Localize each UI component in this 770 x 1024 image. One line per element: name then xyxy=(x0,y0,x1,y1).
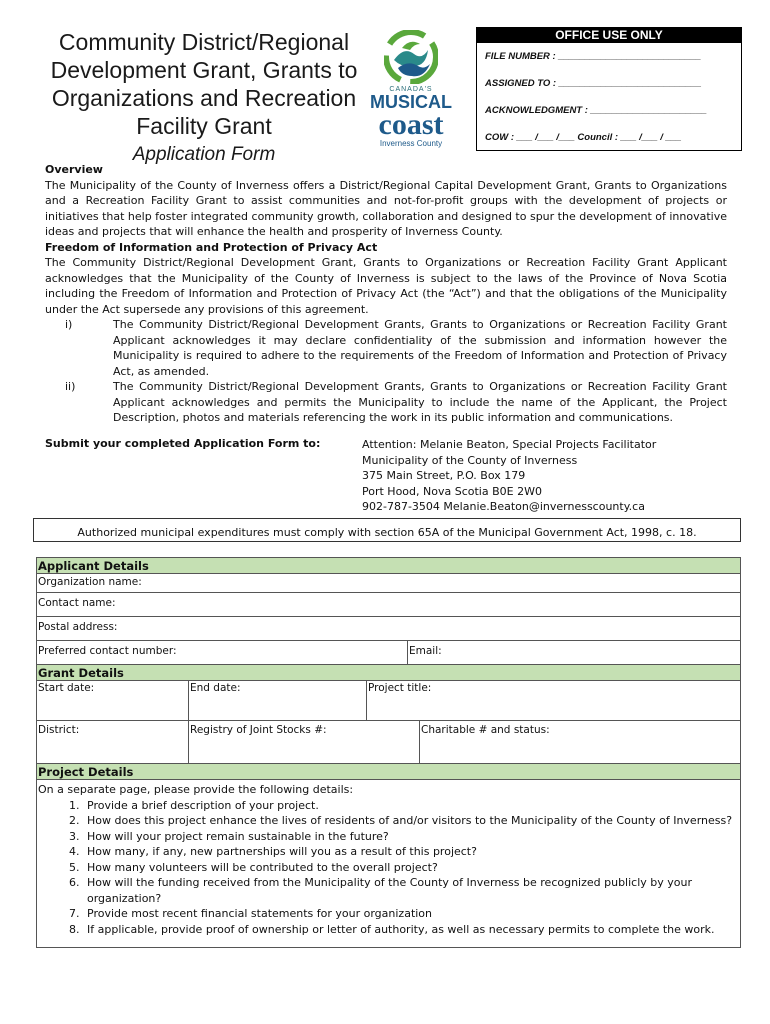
list-item: 2. How does this project enhance the lives of residents of and/or visitors to the Municipality of the County of Inverness? xyxy=(83,813,738,829)
page-subtitle: Application Form xyxy=(132,144,276,165)
preferred-number-label: Preferred contact number: xyxy=(38,645,177,657)
page-title-line-1: Community District/Regional xyxy=(58,29,350,55)
project-details-list xyxy=(38,798,738,938)
address-line: 375 Main Street, P.O. Box 179 xyxy=(362,469,526,482)
start-date-field[interactable] xyxy=(37,681,188,720)
foip-text: The Community District/Regional Development Grant, Grants to Organizations or Recreation Facility Grant Applicant acknowledges that the Municipality of the County of Inverness is subject to the laws of the Province of Nova Scotia including the Freedom of Information and Protection of Privacy Act (the “Act”) and that the obligations of the Municipality under the Act supersede any provisions of this agreement. xyxy=(45,256,727,316)
registry-label: Registry of Joint Stocks #: xyxy=(190,724,327,736)
list-item: 3. How will your project remain sustainable in the future? xyxy=(83,829,738,845)
address-line-contact[interactable]: 902-787-3504 Melanie.Beaton@invernesscounty.ca xyxy=(362,500,645,513)
postal-address-field[interactable] xyxy=(37,617,740,641)
address-line: Municipality of the County of Inverness xyxy=(362,453,578,467)
overview-text: The Municipality of the County of Inverness offers a District/Regional Capital Development Grant, Grants to Organizations and a Recreation Facility Grant to assist communities and not-for-profit groups with the development of projects or initiatives that help foster integrated community growth, collaboration and designed to spur the development of innovative ideas and projects that will enhance the health and prosperity of Inverness County. xyxy=(45,178,727,238)
postal-address-label: Postal address: xyxy=(38,621,118,633)
office-use-heading: OFFICE USE ONLY xyxy=(477,28,741,43)
logo-top-text: CANADA'S xyxy=(389,86,433,93)
list-item: 6. How will the funding received from the Municipality of the County of Inverness be recognized publicly by your organization? xyxy=(83,875,738,906)
address-line: Port Hood, Nova Scotia B0E 2W0 xyxy=(362,484,542,498)
grant-row-2 xyxy=(37,721,740,764)
title-block xyxy=(44,28,364,166)
organization-name-field[interactable] xyxy=(37,574,740,593)
end-date-field[interactable] xyxy=(188,681,366,720)
foip-item-1-number: i) xyxy=(65,318,73,331)
charitable-label: Charitable # and status: xyxy=(421,724,550,736)
foip-item-2-number: ii) xyxy=(65,380,76,393)
overview-section xyxy=(45,162,727,317)
district-field[interactable] xyxy=(37,721,188,763)
foip-item-2-text: The Community District/Regional Development Grants, Grants to Organizations or Recreation Facility Grant Applicant acknowledges and permits the Municipality to include the name of the Applicant, the Project Description, photos and materials referencing the work in its public information and communications. xyxy=(113,380,727,424)
submit-label: Submit your completed Application Form to: xyxy=(45,437,321,450)
submit-address xyxy=(362,437,656,515)
start-date-label: Start date: xyxy=(38,682,95,694)
foip-heading: Freedom of Information and Protection of Privacy Act xyxy=(45,240,378,254)
charitable-field[interactable] xyxy=(419,721,740,763)
logo-coast-text: coast xyxy=(378,108,444,141)
compliance-notice: Authorized municipal expenditures must comply with section 65A of the Municipal Government Act, 1998, c. 18. xyxy=(33,518,741,542)
file-number-field: FILE NUMBER : ___________________________ xyxy=(485,51,702,62)
list-item: 5. How many volunteers will be contributed to the overall project? xyxy=(83,860,738,876)
district-label: District: xyxy=(38,724,80,736)
cow-council-field: COW : ___ /___ /___ Council : ___ /___ / ___ xyxy=(485,132,682,143)
logo-county-text: Inverness County xyxy=(379,139,443,148)
grant-details-heading: Grant Details xyxy=(37,665,740,681)
musical-coast-logo xyxy=(366,30,456,160)
project-details-intro: On a separate page, please provide the following details: xyxy=(38,783,354,796)
preferred-number-field[interactable] xyxy=(37,641,407,664)
assigned-to-field: ASSIGNED TO : ___________________________ xyxy=(485,78,702,89)
contact-name-field[interactable] xyxy=(37,593,740,617)
email-label: Email: xyxy=(409,645,442,657)
list-item: 7. Provide most recent financial statements for your organization xyxy=(83,906,738,922)
overview-heading: Overview xyxy=(45,163,103,176)
wave-emblem-icon xyxy=(384,30,438,84)
list-item: 1. Provide a brief description of your project. xyxy=(83,798,738,814)
list-item: 8. If applicable, provide proof of ownership or letter of authority, as well as necessary permits to complete the work. xyxy=(83,922,738,938)
foip-item-1-text: The Community District/Regional Development Grants, Grants to Organizations or Recreation Facility Grant Applicant acknowledges it may declare confidentiality of the submission and information however the Municipality is required to adhere to the requirements of the Freedom of Information and Protection of Privacy Act, as amended. xyxy=(113,318,727,378)
page-title-line-2: Development Grant, Grants to xyxy=(50,57,358,83)
list-item: 4. How many, if any, new partnerships will you as a result of this project? xyxy=(83,844,738,860)
office-use-box xyxy=(476,27,742,151)
applicant-details-heading: Applicant Details xyxy=(37,558,740,574)
page-title-line-4: Facility Grant xyxy=(136,113,272,139)
contact-name-label: Contact name: xyxy=(38,597,116,609)
project-details-heading: Project Details xyxy=(37,764,740,780)
address-line: Attention: Melanie Beaton, Special Projects Facilitator xyxy=(362,438,657,451)
project-title-label: Project title: xyxy=(368,682,432,694)
project-title-field[interactable] xyxy=(366,681,740,720)
acknowledgment-field: ACKNOWLEDGMENT : ______________________ xyxy=(485,105,707,116)
logo-musical-text: MUSICAL xyxy=(370,92,452,112)
end-date-label: End date: xyxy=(190,682,241,694)
contact-row xyxy=(37,641,740,665)
application-form xyxy=(36,557,741,948)
registry-field[interactable] xyxy=(188,721,419,763)
grant-row-1 xyxy=(37,681,740,721)
page-title-line-3: Organizations and Recreation xyxy=(51,85,357,111)
project-details-body xyxy=(37,780,740,947)
email-field[interactable] xyxy=(407,641,740,664)
organization-name-label: Organization name: xyxy=(38,576,142,588)
